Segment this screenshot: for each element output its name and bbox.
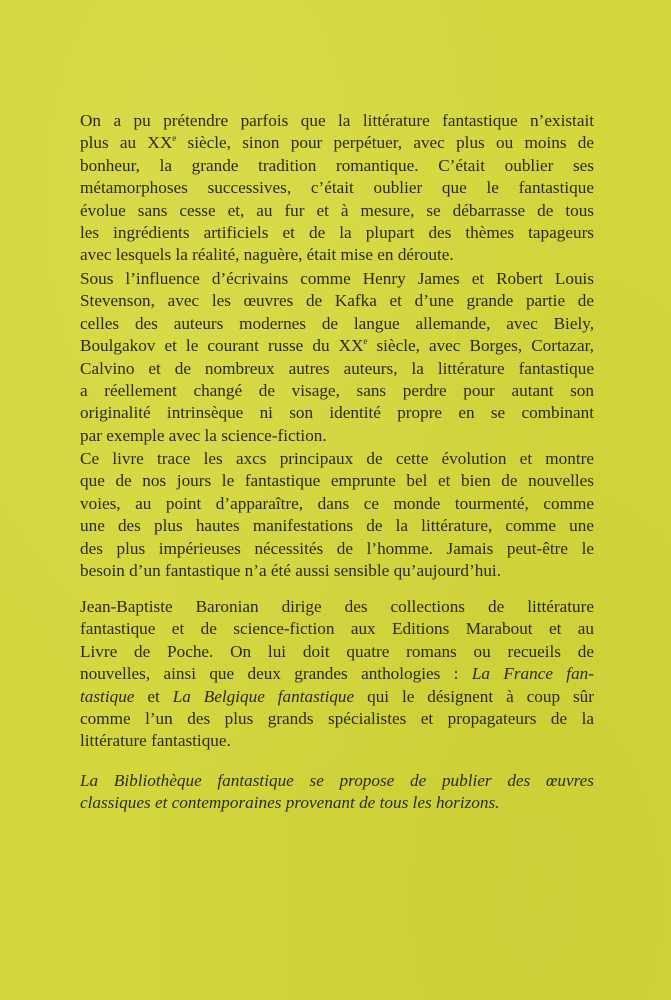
evolution-paragraph	[80, 448, 594, 582]
text-line: tastique et La Belgique fantastique qui le désignent à coup sûr	[80, 686, 594, 706]
text-line: On a pu prétendre parfois que la littérature fantastique n’existait	[80, 111, 594, 130]
text-line: a réellement changé de visage, sans perdre pour autant son	[80, 380, 594, 400]
text-line: La Bibliothèque fantastique se propose de publier des œuvres	[80, 771, 594, 790]
text-line: originalité intrinsèque ni son identité propre en se combinant	[80, 403, 594, 423]
text-line: les ingrédients artificiels et de la plupart des thèmes tapageurs	[80, 222, 594, 242]
superscript: e	[363, 336, 368, 347]
book-title: La France fan-	[471, 664, 594, 684]
text-line: par exemple avec la science-fiction.	[80, 425, 327, 445]
text-line: Calvino et de nombreux autres auteurs, la littérature fantastique	[80, 358, 594, 378]
text-line: Sous l’influence d’écrivains comme Henry James et Robert Louis	[80, 269, 594, 288]
text-line: Boulgakov et le courant russe du XXe siècle, avec Borges, Cortazar,	[80, 336, 594, 356]
text-line: besoin d’un fantastique n’a été aussi sensible qu’aujourd’hui.	[80, 560, 501, 580]
text-line: des plus impérieuses nécessités de l’homme. Jamais peut-être le	[80, 538, 594, 558]
text-line: métamorphoses successives, c’était oublier que le fantastique	[80, 178, 594, 198]
author-bio-paragraph	[80, 596, 594, 753]
book-title: tastique	[80, 686, 135, 706]
text-line: évolue sans cesse et, au fur et à mesure, se débarrasse de tous	[80, 200, 594, 220]
text-line: nouvelles, ainsi que deux grandes anthologies : La France fan-	[80, 664, 594, 684]
collection-statement	[80, 770, 594, 815]
text-line: avec lesquels la réalité, naguère, était mise en déroute.	[80, 245, 454, 265]
text-line: plus au XXe siècle, sinon pour perpétuer, avec plus ou moins de	[80, 133, 595, 153]
text-line: que de nos jours le fantastique emprunte bel et bien de nouvelles	[80, 471, 594, 491]
influence-paragraph	[80, 268, 594, 447]
text-line: Livre de Poche. On lui doit quatre romans ou recueils de	[80, 641, 594, 661]
text-line: voies, au point d’apparaître, dans ce monde tourmenté, comme	[80, 493, 594, 513]
text-line: Jean-Baptiste Baronian dirige des collections de littérature	[80, 597, 594, 616]
text-line: Ce livre trace les axcs principaux de cette évolution et montre	[80, 449, 594, 468]
text-line: une des plus hautes manifestations de la littérature, comme une	[80, 516, 594, 536]
text-line: celles des auteurs modernes de langue allemande, avec Biely,	[80, 313, 594, 333]
superscript: e	[172, 133, 177, 144]
intro-paragraph	[80, 110, 594, 267]
text-line: classiques et contemporaines provenant de tous les horizons.	[80, 793, 500, 813]
text-line: Stevenson, avec les œuvres de Kafka et d’une grande partie de	[80, 291, 594, 311]
text-line: comme l’un des plus grands spécialistes et propagateurs de la	[80, 708, 594, 728]
text-line: bonheur, la grande tradition romantique. C’était oublier ses	[80, 155, 594, 175]
book-title: La Belgique fantastique	[172, 686, 355, 706]
text-line: fantastique et de science-fiction aux Editions Marabout et au	[80, 619, 594, 639]
text-line: littérature fantastique.	[80, 731, 231, 751]
